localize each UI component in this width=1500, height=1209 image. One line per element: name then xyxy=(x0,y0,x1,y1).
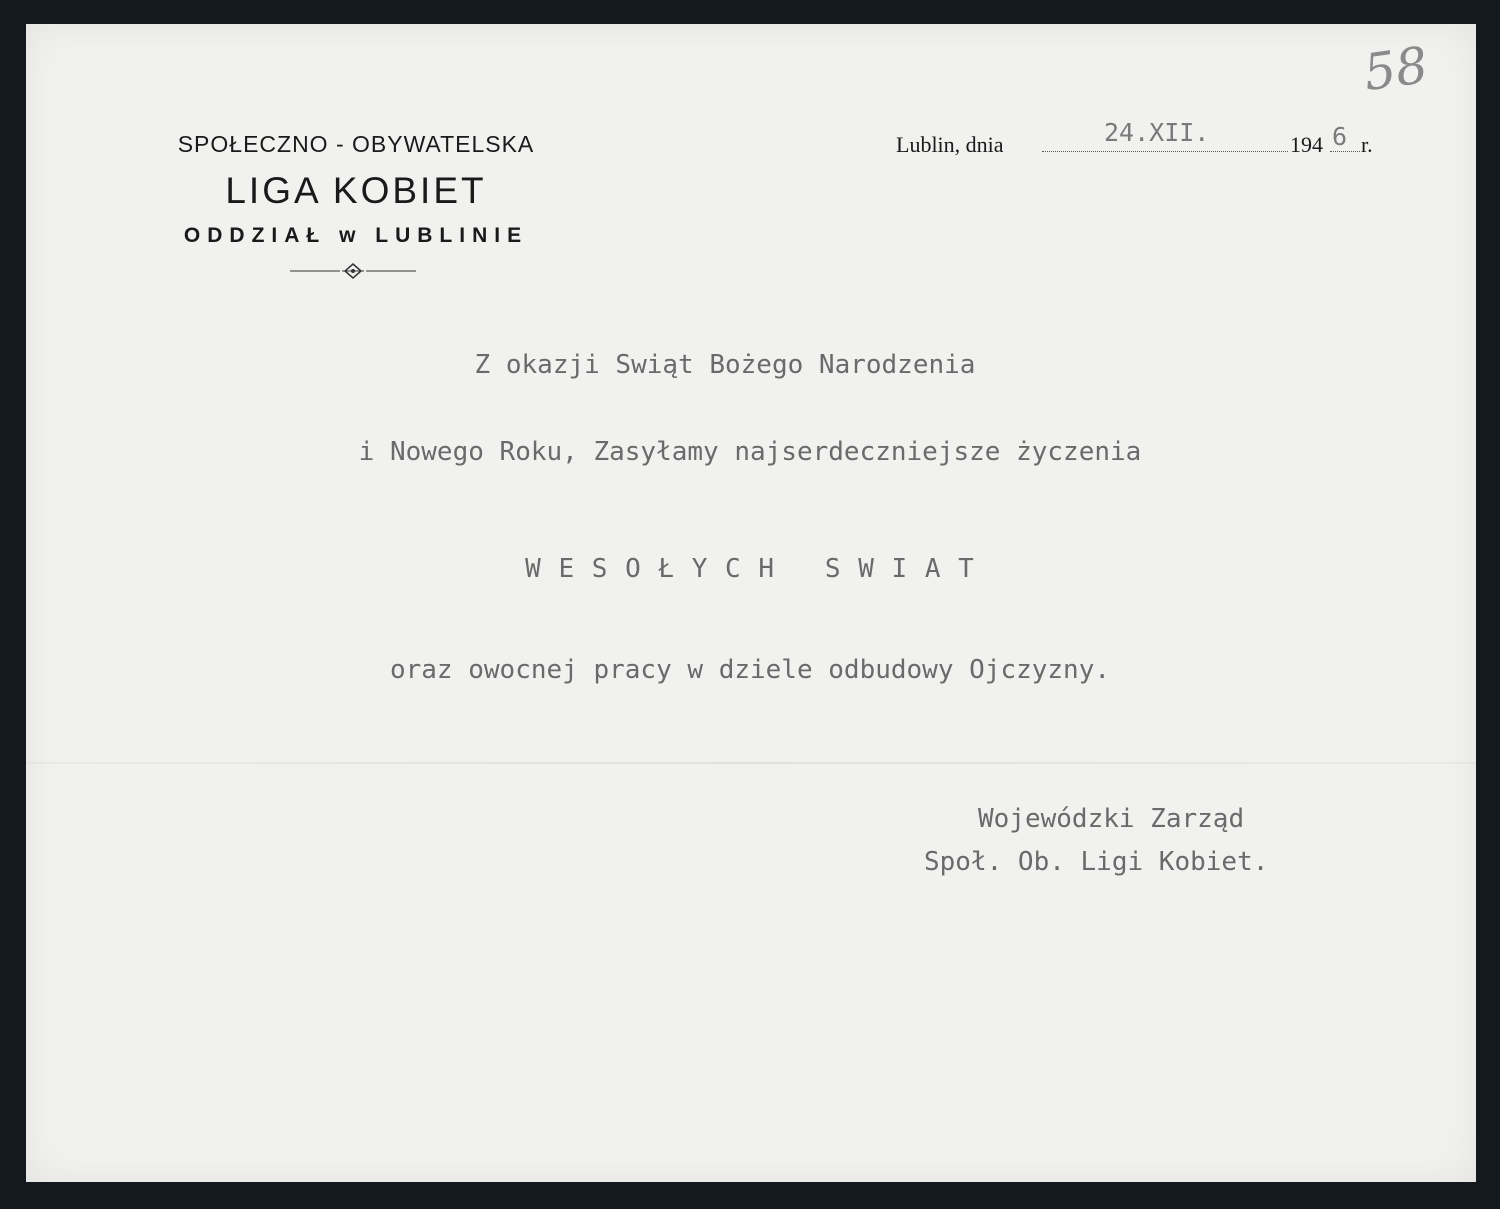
body-line-1: Z okazji Swiąt Bożego Narodzenia xyxy=(474,350,976,380)
date-day-month: 24.XII. xyxy=(1104,118,1210,147)
body-greeting: W E S O Ł Y C H S W I A T xyxy=(525,554,975,584)
signature-line-2: Społ. Ob. Ligi Kobiet. xyxy=(924,847,1269,877)
date-year-prefix: 194 xyxy=(1290,132,1323,157)
body-line-4: oraz owocnej pracy w dziele odbudowy Ojczyzny. xyxy=(389,655,1111,685)
letterhead-org-name: LIGA KOBIET xyxy=(225,170,487,211)
date-year-digit: 6 xyxy=(1332,122,1348,151)
letterhead-branch: ODDZIAŁ w LUBLINIE xyxy=(183,224,529,247)
date-label: Lublin, dnia xyxy=(896,132,1004,157)
signature-line-1: Wojewódzki Zarząd xyxy=(978,804,1245,834)
date-year-dotted-field xyxy=(1330,151,1360,152)
archive-page-number: 58 xyxy=(1360,35,1432,103)
date-line xyxy=(896,118,1396,164)
date-dotted-field xyxy=(1042,151,1288,152)
letterhead-line1: SPOŁECZNO - OBYWATELSKA xyxy=(177,131,535,157)
body-line-2: i Nowego Roku, Zasyłamy najserdeczniejsze życzenia xyxy=(358,437,1142,467)
letterhead-ornament-icon xyxy=(288,262,418,282)
date-suffix: r. xyxy=(1361,132,1373,157)
